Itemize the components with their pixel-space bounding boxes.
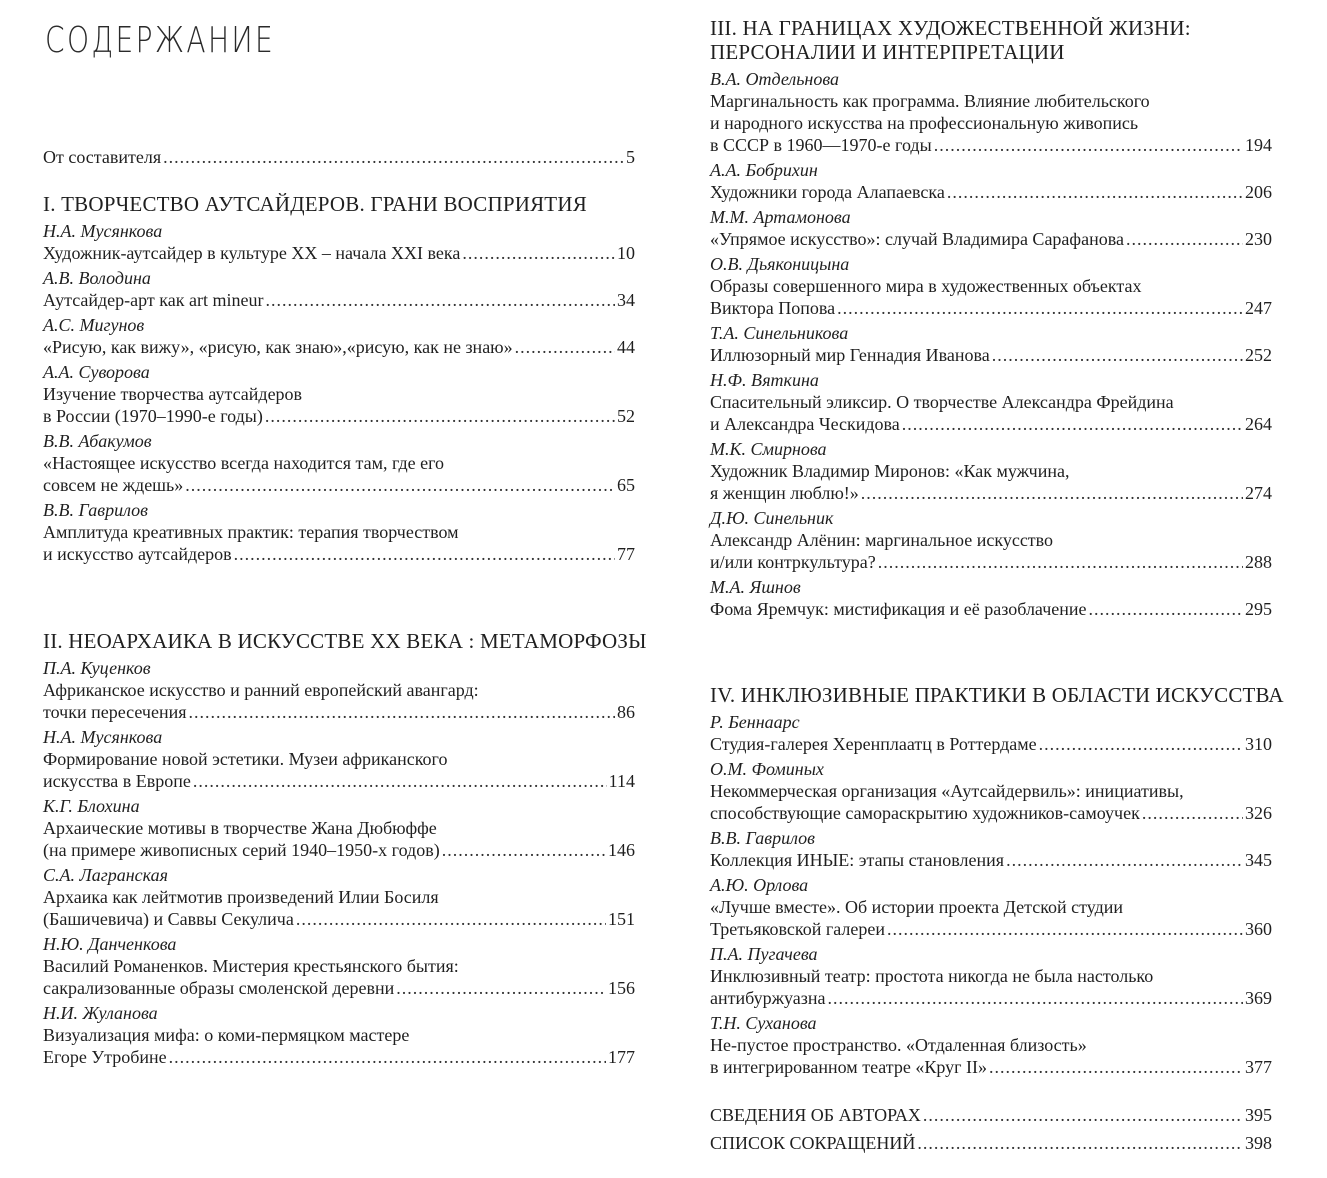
toc-entry [710, 159, 1272, 203]
entry-author: О.В. Дьяконицына [710, 254, 850, 274]
toc-entry [43, 361, 635, 427]
entry-title-line: Визуализация мифа: о коми-пермяцком мастере [43, 1025, 410, 1045]
toc-section [43, 192, 635, 568]
entry-text: От составителя [43, 147, 162, 167]
intro-row [43, 146, 635, 168]
page-number: 247 [1245, 298, 1272, 318]
entry-author: С.А. Лагранская [43, 865, 168, 885]
toc-entry [43, 430, 635, 496]
page-number: 86 [617, 702, 635, 722]
entry-title-line [43, 242, 635, 264]
toc-entry [710, 322, 1272, 366]
leader-dots [169, 1046, 606, 1068]
leader-dots [265, 289, 615, 311]
page-number: 44 [617, 337, 635, 357]
leader-dots [1089, 598, 1244, 620]
leader-dots [1142, 802, 1243, 824]
appendix-entry [710, 1104, 1272, 1126]
entry-text: Иллюзорный мир Геннадия Иванова [710, 345, 990, 365]
page-number: 114 [608, 771, 635, 791]
toc-entry [43, 314, 635, 358]
page-number: 146 [608, 840, 635, 860]
page-number: 310 [1245, 734, 1272, 754]
leader-dots [828, 987, 1243, 1009]
leader-dots [234, 543, 615, 565]
section-heading: IV. ИНКЛЮЗИВНЫЕ ПРАКТИКИ В ОБЛАСТИ ИСКУССТВА [710, 683, 1284, 707]
entry-title-line [710, 987, 1272, 1009]
page-number: 360 [1245, 919, 1272, 939]
toc-entry [43, 864, 635, 930]
entry-title-line [710, 344, 1272, 366]
toc-entry [710, 576, 1272, 620]
entry-author: А.А. Суворова [43, 362, 150, 382]
entry-title-line [43, 908, 635, 930]
toc-entry [710, 438, 1272, 504]
leader-dots [989, 1056, 1243, 1078]
entry-author: А.А. Бобрихин [710, 160, 818, 180]
toc-entry [710, 253, 1272, 319]
entry-author: А.С. Мигунов [43, 315, 145, 335]
leader-dots [992, 344, 1243, 366]
toc-entry [710, 369, 1272, 435]
section-heading: ПЕРСОНАЛИИ И ИНТЕРПРЕТАЦИИ [710, 40, 1065, 64]
entry-author: Р. Беннаарс [710, 712, 800, 732]
entry-author: В.А. Отдельнова [710, 69, 840, 89]
leader-dots [1126, 228, 1243, 250]
toc-entry [710, 874, 1272, 940]
leader-dots [947, 181, 1243, 203]
entry-title-line [710, 918, 1272, 940]
entry-title-line: Художник Владимир Миронов: «Как мужчина, [710, 461, 1070, 481]
entry-title-line [710, 551, 1272, 573]
toc-entry [710, 827, 1272, 871]
toc-entry [43, 499, 635, 565]
entry-author: Н.И. Жуланова [43, 1003, 158, 1023]
entry-author: М.М. Артамонова [710, 207, 851, 227]
leader-dots [515, 336, 615, 358]
toc-entry [710, 507, 1272, 573]
entry-author: Н.А. Мусянкова [43, 221, 163, 241]
toc-entry [710, 68, 1272, 156]
page-number: 377 [1245, 1057, 1272, 1077]
section-heading: I. ТВОРЧЕСТВО АУТСАЙДЕРОВ. ГРАНИ ВОСПРИЯТИЯ [43, 192, 587, 216]
toc-entry [710, 206, 1272, 250]
entry-text: в СССР в 1960—1970-е годы [710, 135, 932, 155]
leader-dots [396, 977, 606, 999]
entry-author: Н.А. Мусянкова [43, 727, 163, 747]
page-number: 326 [1245, 803, 1272, 823]
leader-dots [878, 551, 1243, 573]
toc-section [710, 683, 1284, 1081]
entry-author: М.К. Смирнова [710, 439, 827, 459]
entry-text: и Александра Ческидова [710, 414, 900, 434]
leader-dots [193, 770, 607, 792]
toc-section [43, 629, 647, 1071]
entry-title-line: Архаика как лейтмотив произведений Илии Босиля [43, 887, 439, 907]
toc-entry [43, 1002, 635, 1068]
toc-entry [710, 711, 1272, 755]
entry-title-line [43, 977, 635, 999]
entry-author: О.М. Фоминых [710, 759, 824, 779]
section-heading: II. НЕОАРХАИКА В ИСКУССТВЕ XX ВЕКА : МЕТАМОРФОЗЫ [43, 629, 647, 653]
entry-author: В.В. Абакумов [43, 431, 152, 451]
entry-title-line: Василий Романенков. Мистерия крестьянского бытия: [43, 956, 459, 976]
entry-text: Егоре Утробине [43, 1047, 167, 1067]
entry-title-line [43, 336, 635, 358]
entry-title-line: Амплитуда креативных практик: терапия творчеством [43, 522, 459, 542]
entry-text: (Башичевича) и Саввы Секулича [43, 909, 294, 929]
entry-text: СПИСОК СОКРАЩЕНИЙ [710, 1133, 916, 1153]
toc-entry [43, 726, 635, 792]
page-number: 369 [1245, 988, 1272, 1008]
entry-title-line [710, 733, 1272, 755]
page-number: 264 [1245, 414, 1272, 434]
toc-entry [43, 795, 635, 861]
leader-dots [861, 482, 1243, 504]
page-number: 194 [1245, 135, 1272, 155]
page-number: 177 [608, 1047, 635, 1067]
entry-title-line [710, 482, 1272, 504]
entry-title-line [43, 701, 635, 723]
entry-title-line [710, 134, 1272, 156]
entry-text: (на примере живописных серий 1940–1950-х годов) [43, 840, 440, 860]
leader-dots [163, 146, 624, 168]
page-number: 230 [1245, 229, 1272, 249]
leader-dots [189, 701, 616, 723]
page-number: 10 [617, 243, 635, 263]
entry-text: антибуржуазна [710, 988, 826, 1008]
entry-text: сакрализованные образы смоленской деревни [43, 978, 395, 998]
page-number: 52 [617, 406, 635, 426]
toc-entry [43, 267, 635, 311]
entry-text: Художник-аутсайдер в культуре XX – начала XXI века [43, 243, 461, 263]
entry-text: Студия-галерея Херенплаатц в Роттердаме [710, 734, 1037, 754]
entry-author: В.В. Гаврилов [43, 500, 148, 520]
entry-title-line: и народного искусства на профессиональную живопись [710, 113, 1139, 133]
entry-author: М.А. Яшнов [710, 577, 801, 597]
entry-title-line: «Лучше вместе». Об истории проекта Детской студии [710, 897, 1124, 917]
section-heading: III. НА ГРАНИЦАХ ХУДОЖЕСТВЕННОЙ ЖИЗНИ: [710, 16, 1191, 40]
entry-author: А.В. Володина [43, 268, 151, 288]
entry-text: в интегрированном театре «Круг II» [710, 1057, 988, 1077]
entry-text: Третьяковской галереи [710, 919, 885, 939]
leader-dots [462, 242, 615, 264]
leader-dots [923, 1104, 1243, 1126]
leader-dots [296, 908, 606, 930]
entry-author: Д.Ю. Синельник [710, 508, 834, 528]
intro-entry [43, 146, 635, 168]
entry-text: Аутсайдер-арт как art mineur [43, 290, 264, 310]
entry-title-line: Инклюзивный театр: простота никогда не была настолько [710, 966, 1154, 986]
page-number: 295 [1245, 599, 1272, 619]
entry-title-line: Образы совершенного мира в художественных объектах [710, 276, 1142, 296]
page-number: 65 [617, 475, 635, 495]
page-number: 5 [626, 147, 635, 167]
page-number: 274 [1245, 483, 1272, 503]
page-number: 345 [1245, 850, 1272, 870]
entry-text: «Рисую, как вижу», «рисую, как знаю»,«рисую, как не знаю» [43, 337, 513, 357]
entry-author: П.А. Куценков [43, 658, 151, 678]
leader-dots [902, 413, 1243, 435]
entry-text: и искусство аутсайдеров [43, 544, 232, 564]
entry-title-line: «Настоящее искусство всегда находится там, где его [43, 453, 445, 473]
leader-dots [1039, 733, 1243, 755]
appendix-row [710, 1104, 1272, 1126]
entry-title-line [43, 839, 635, 861]
entry-text: Коллекция ИНЫЕ: этапы становления [710, 850, 1005, 870]
entry-title-line [710, 297, 1272, 319]
toc-entry [710, 1012, 1272, 1078]
entry-title-line: Маргинальность как программа. Влияние любительского [710, 91, 1150, 111]
page-number: 206 [1245, 182, 1272, 202]
entry-text: «Упрямое искусство»: случай Владимира Сарафанова [710, 229, 1124, 249]
page-number: 288 [1245, 552, 1272, 572]
page-number: 395 [1245, 1105, 1272, 1125]
entry-author: А.Ю. Орлова [710, 875, 809, 895]
entry-title-line [43, 770, 635, 792]
entry-title-line [43, 405, 635, 427]
page-number: 252 [1245, 345, 1272, 365]
entry-title-line: Александр Алёнин: маргинальное искусство [710, 530, 1054, 550]
entry-title-line [710, 228, 1272, 250]
toc-entry [710, 758, 1272, 824]
entry-text: Художники города Алапаевска [710, 182, 945, 202]
entry-text: и/или контркультура? [710, 552, 876, 572]
entry-text: способствующие самораскрытию художников-самоучек [710, 803, 1140, 823]
entry-title-line [43, 543, 635, 565]
entry-author: Н.Ю. Данченкова [43, 934, 177, 954]
page-number: 34 [617, 290, 635, 310]
entry-text: в России (1970–1990-е годы) [43, 406, 263, 426]
toc-entry [710, 943, 1272, 1009]
leader-dots [917, 1132, 1243, 1154]
entry-text: Фома Яремчук: мистификация и её разоблачение [710, 599, 1087, 619]
entry-text: совсем не ждешь» [43, 475, 184, 495]
entry-author: Т.А. Синельникова [710, 323, 849, 343]
entry-title-line: Африканское искусство и ранний европейский авангард: [43, 680, 479, 700]
leader-dots [934, 134, 1243, 156]
entry-author: Т.Н. Суханова [710, 1013, 817, 1033]
page-number: 151 [608, 909, 635, 929]
leader-dots [887, 918, 1243, 940]
entry-text: я женщин люблю!» [710, 483, 859, 503]
entry-title-line: Архаические мотивы в творчестве Жана Дюбюффе [43, 818, 437, 838]
entry-title-line: Формирование новой эстетики. Музеи африканского [43, 749, 448, 769]
entry-text: искусства в Европе [43, 771, 191, 791]
entry-text: Виктора Попова [710, 298, 836, 318]
entry-title-line [710, 413, 1272, 435]
entry-author: П.А. Пугачева [710, 944, 818, 964]
entry-text: СВЕДЕНИЯ ОБ АВТОРАХ [710, 1105, 921, 1125]
toc-section [710, 16, 1272, 623]
entry-title-line [710, 802, 1272, 824]
leader-dots [1006, 849, 1243, 871]
page-number: 156 [608, 978, 635, 998]
entry-title-line: Некоммерческая организация «Аутсайдервиль»: инициативы, [710, 781, 1184, 801]
appendix-row [710, 1132, 1272, 1154]
appendix-entry [710, 1132, 1272, 1154]
entry-title-line [43, 474, 635, 496]
page-number: 398 [1245, 1133, 1272, 1153]
leader-dots [185, 474, 615, 496]
entry-title-line: Изучение творчества аутсайдеров [43, 384, 303, 404]
entry-author: В.В. Гаврилов [710, 828, 815, 848]
toc-entry [43, 657, 635, 723]
entry-text: точки пересечения [43, 702, 187, 722]
entry-title-line [710, 1056, 1272, 1078]
entry-title-line: Спасительный эликсир. О творчестве Александра Фрейдина [710, 392, 1174, 412]
entry-title-line [43, 289, 635, 311]
entry-title-line [43, 1046, 635, 1068]
page-title: СОДЕРЖАНИЕ [45, 20, 276, 61]
leader-dots [837, 297, 1243, 319]
entry-author: К.Г. Блохина [43, 796, 140, 816]
entry-title-line [710, 598, 1272, 620]
entry-author: Н.Ф. Вяткина [710, 370, 819, 390]
leader-dots [265, 405, 615, 427]
entry-title-line [710, 849, 1272, 871]
entry-title-line [710, 181, 1272, 203]
toc-entry [43, 933, 635, 999]
leader-dots [442, 839, 606, 861]
toc-entry [43, 220, 635, 264]
entry-title-line: Не-пустое пространство. «Отдаленная близость» [710, 1035, 1087, 1055]
page-number: 77 [617, 544, 635, 564]
